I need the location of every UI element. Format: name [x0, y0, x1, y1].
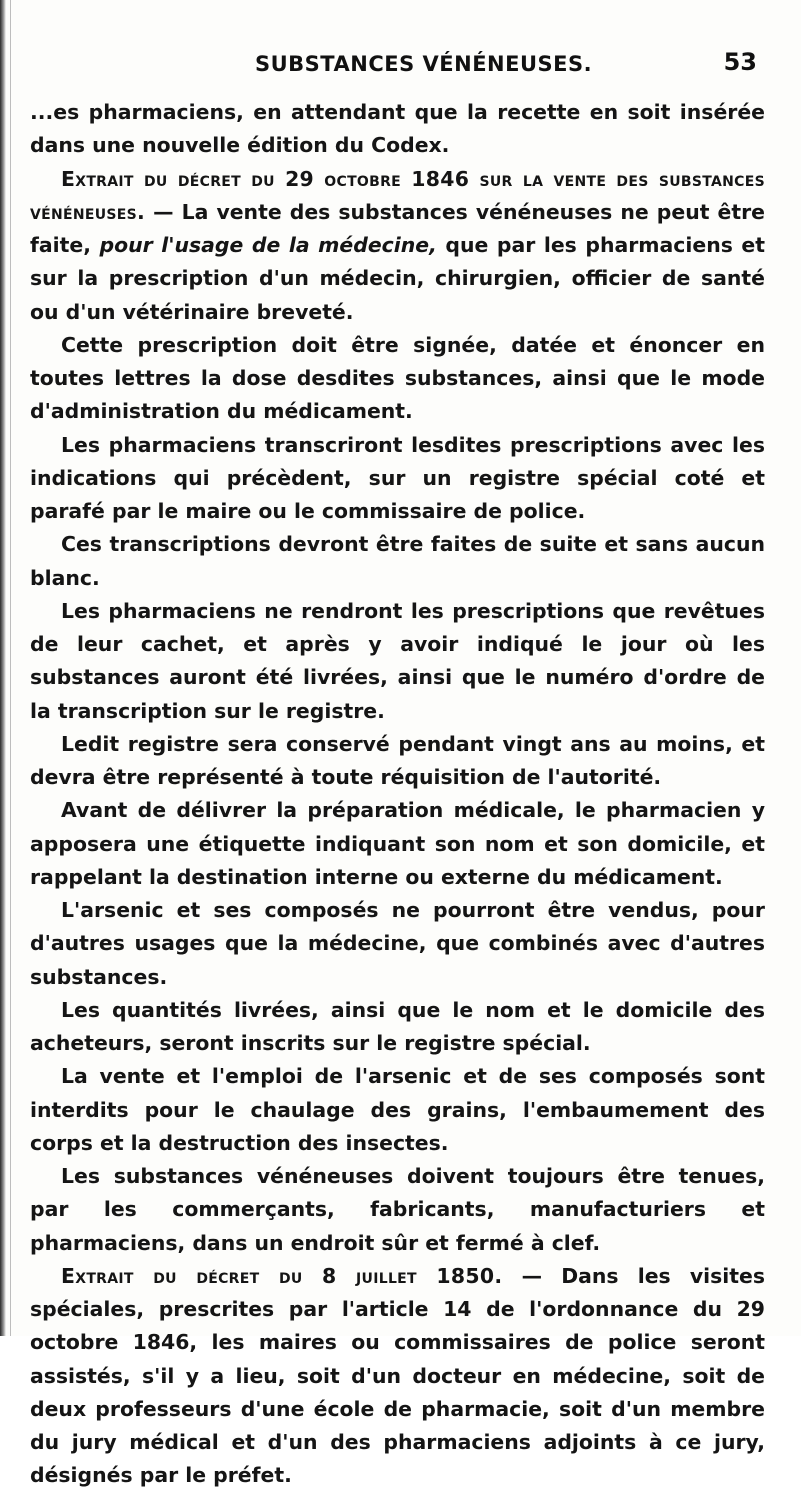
decree-heading-1850: Extrait du décret du 8 juillet 1850.	[61, 1263, 503, 1288]
paragraph-2-emphasis: pour l'usage de la médecine,	[99, 233, 437, 257]
dash-separator: —	[145, 199, 182, 224]
paragraph-2-text-b: que par les pharmaciens et sur la prescription d'un médecin, chirurgien, officier de santé ou d'un vétérinaire breveté.	[30, 233, 765, 324]
paragraph-13-text: Dans les visites spéciales, prescrites par l'article 14 de l'ordonnance du 29 octobre 1846, les maires ou commissaires de police seront assistés, s'il y a lieu, soit d'un docteur en médecine, soit de deux professeurs d'une école de pharmacie, soit d'un membre du jury médical et d'un des pharmaciens adjoints à ce jury, désignés par le préfet.	[30, 1263, 765, 1488]
paragraph-1: ...es pharmaciens, en attendant que la recette en soit insérée dans une nouvelle édition du Codex.	[30, 100, 765, 158]
body-text	[30, 96, 765, 1493]
paragraph-2	[30, 163, 765, 329]
decree-heading-1846: Extrait du décret du 29 octobre 1846 sur la vente des substances vénéneuses.	[30, 166, 765, 224]
paragraph-10: Les quantités livrées, ainsi que le nom et le domicile des acheteurs, seront inscrits sur le registre spécial.	[30, 997, 765, 1055]
paragraph-4: Les pharmaciens transcriront lesdites prescriptions avec les indications qui précèdent, sur un registre spécial coté et parafé par le maire ou le commissaire de police.	[30, 432, 765, 523]
book-spine-shadow	[0, 0, 6, 1336]
paragraph-12: Les substances vénéneuses doivent toujours être tenues, par les commerçants, fabricants, manufacturiers et pharmaciens, dans un endroit sûr et fermé à clef.	[30, 1164, 765, 1255]
page-edge-line	[10, 0, 11, 1336]
paragraph-7: Ledit registre sera conservé pendant vingt ans au moins, et devra être représenté à toute réquisition de l'autorité.	[30, 731, 765, 789]
paragraph-9: L'arsenic et ses composés ne pourront être vendus, pour d'autres usages que la médecine, que combinés avec d'autres substances.	[30, 898, 765, 989]
running-head: SUBSTANCES VÉNÉNEUSES.	[255, 52, 593, 76]
paragraph-5: Ces transcriptions devront être faites de suite et sans aucun blanc.	[30, 532, 765, 590]
paragraph-3: Cette prescription doit être signée, datée et énoncer en toutes lettres la dose desdites substances, ainsi que le mode d'administration du médicament.	[30, 332, 765, 424]
paragraph-6: Les pharmaciens ne rendront les prescriptions que revêtues de leur cachet, et après y avoir indiqué le jour où les substances auront été livrées, ainsi que le numéro d'ordre de la transcription sur le registre.	[30, 598, 765, 723]
paragraph-11: La vente et l'emploi de l'arsenic et de ses composés sont interdits pour le chaulage des grains, l'embaumement des corps et la destruction des insectes.	[30, 1064, 765, 1155]
paragraph-13	[30, 1260, 765, 1493]
page-number: 53	[723, 48, 757, 76]
dash-separator: —	[502, 1263, 562, 1288]
paragraph-2-text-a: La vente des substances vénéneuses ne peut être faite,	[30, 199, 765, 257]
paragraph-8: Avant de délivrer la préparation médicale, le pharmacien y apposera une étiquette indiquant son nom et son domicile, et rappelant la destination interne ou externe du médicament.	[30, 798, 765, 889]
